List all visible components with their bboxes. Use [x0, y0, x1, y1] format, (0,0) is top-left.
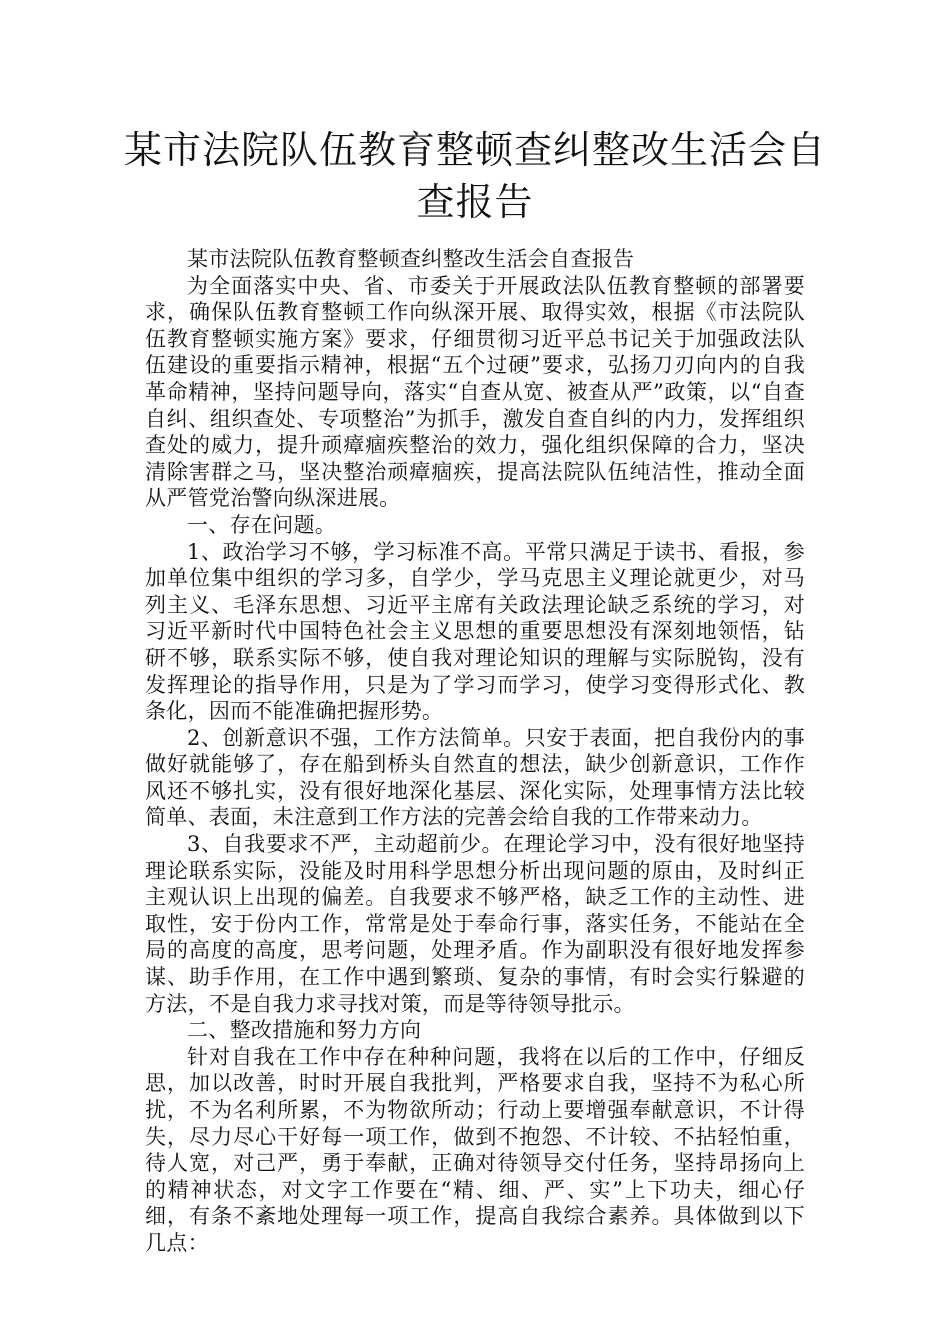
subtitle-paragraph: 某市法院队伍教育整顿查纠整改生活会自查报告: [187, 247, 635, 271]
problem-paragraph-1: 1、政治学习不够，学习标准不高。平常只满足于读书、看报，参加单位集中组织的学习多，自学少，学马克思主义理论就更少，对马列主义、毛泽东思想、习近平主席有关政法理论缺乏系统的学习，对习近平新时代中国特色社会主义思想的重要思想没有深刻地领悟，钻研不够，联系实际不够，使自我对理论知识的理解与实际脱钩，没有发挥理论的指导作用，只是为了学习而学习，使学习变得形式化、教条化，因而不能准确把握形势。: [145, 539, 805, 724]
measures-paragraph: 针对自我在工作中存在种种问题，我将在以后的工作中，仔细反思，加以改善，时时开展自我批判，严格要求自我，坚持不为私心所扰，不为名利所累，不为物欲所动；行动上要增强奉献意识，不计得失，尽力尽心干好每一项工作，做到不抱怨、不计较、不拈轻怕重，待人宽，对己严，勇于奉献，正确对待领导交付任务，坚持昂扬向上的精神状态，对文字工作要在“精、细、严、实”上下功夫，细心仔细，有条不紊地处理每一项工作，提高自我综合素养。具体做到以下几点：: [145, 1044, 805, 1255]
problem-paragraph-3: 3、自我要求不严，主动超前少。在理论学习中，没有很好地坚持理论联系实际，没能及时用科学思想分析出现问题的原由，及时纠正主观认识上出现的偏差。自我要求不够严格，缺乏工作的主动性、进取性，安于份内工作，常常是处于奉命行事，落实任务，不能站在全局的高度的高度，思考问题，处理矛盾。作为副职没有很好地发挥参谋、助手作用，在工作中遇到繁琐、复杂的事情，有时会实行躲避的方法，不是自我力求寻找对策，而是等待领导批示。: [145, 832, 805, 1016]
document-title: 某市法院队伍教育整顿查纠整改生活会自查报告: [123, 128, 826, 224]
document-body: [145, 246, 805, 1257]
section-heading-problems: 一、存在问题。: [187, 512, 337, 537]
intro-paragraph: 为全面落实中央、省、市委关于开展政法队伍教育整顿的部署要求，确保队伍教育整顿工作向纵深开展、取得实效，根据《市法院队伍教育整顿实施方案》要求，仔细贯彻习近平总书记关于加强政法队伍建设的重要指示精神，根据“五个过硬”要求，弘扬刀刃向内的自我革命精神，坚持问题导向，落实“自查从宽、被查从严”政策，以“自查自纠、组织查处、专项整治”为抓手，激发自查自纠的内力，发挥组织查处的威力，提升顽瘴痼疾整治的效力，强化组织保障的合力，坚决清除害群之马，坚决整治顽瘴痼疾，提高法院队伍纯洁性，推动全面从严管党治警向纵深进展。: [145, 273, 805, 511]
problem-paragraph-2: 2、创新意识不强，工作方法简单。只安于表面，把自我份内的事做好就能够了，存在船到桥头自然直的想法，缺少创新意识，工作作风还不够扎实，没有很好地深化基层、深化实际，处理事情方法比较简单、表面，未注意到工作方法的完善会给自我的工作带来动力。: [145, 725, 805, 830]
section-heading-measures: 二、整改措施和努力方向: [187, 1018, 422, 1043]
